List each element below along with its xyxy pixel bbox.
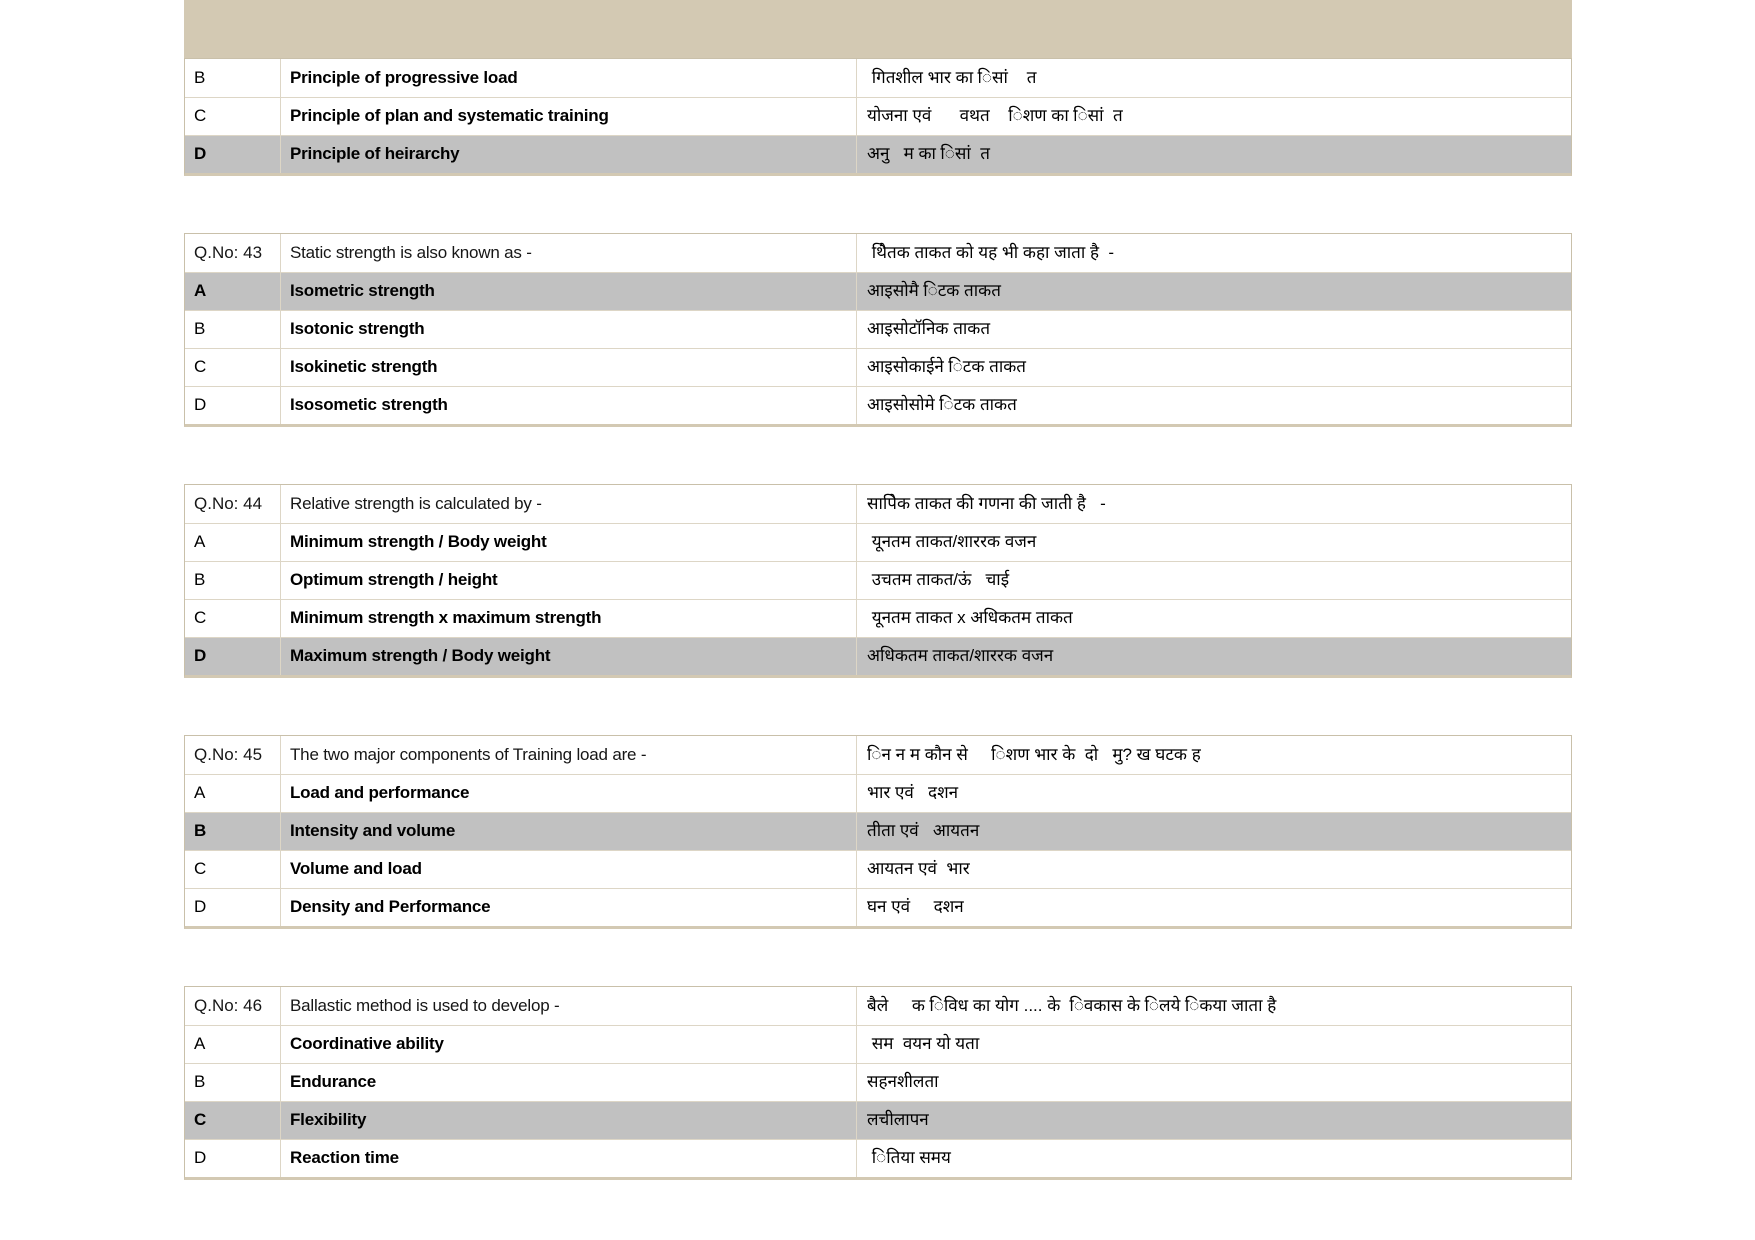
option-letter: A [185,775,281,812]
option-text-en: Load and performance [281,775,857,812]
question-table [184,484,1572,678]
option-row [185,310,1571,348]
option-text-hi: आइसोकाईने िटक ताकत [867,357,1026,377]
option-text-hi: घन एवं दशन [867,897,964,917]
question-text-en: Ballastic method is used to develop - [281,987,857,1025]
question-table [184,735,1572,929]
question-table [184,233,1572,427]
option-text-hi: अनु म का िसां त [867,144,990,164]
option-text-en: Flexibility [281,1102,857,1139]
option-row [185,386,1571,424]
option-letter: A [185,524,281,561]
option-text-hi: आइसोसोमे िटक ताकत [867,395,1017,415]
option-letter: D [185,1140,281,1177]
option-text-en: Principle of heirarchy [281,136,857,173]
question-text-en: The two major components of Training load are - [281,736,857,774]
option-letter: B [185,59,281,97]
option-row [185,348,1571,386]
top-banner [184,0,1572,58]
option-text-en: Isokinetic strength [281,349,857,386]
option-row-highlighted [185,135,1571,173]
options-table [184,58,1572,176]
option-text-en: Reaction time [281,1140,857,1177]
option-row-highlighted [185,1101,1571,1139]
option-letter: C [185,600,281,637]
option-text-hi: तीता एवं आयतन [867,821,980,841]
option-text-hi: गितशील भार का िसां त [867,67,1037,87]
option-letter: C [185,851,281,888]
option-text-hi: भार एवं दशन [867,783,959,803]
option-row [185,850,1571,888]
option-text-hi: आइसोमै िटक ताकत [867,281,1001,301]
option-text-en: Isometric strength [281,273,857,310]
option-letter: D [185,889,281,926]
option-text-hi: अधिकतम ताकत/शाररक वजन [867,646,1054,666]
question-number: Q.No: 43 [185,234,281,272]
option-row [185,774,1571,812]
option-text-en: Density and Performance [281,889,857,926]
option-text-hi: ितिया समय [867,1148,951,1168]
question-number: Q.No: 45 [185,736,281,774]
option-text-hi: लचीलापन [867,1110,929,1130]
question-header-row [185,736,1571,774]
option-text-hi: आयतन एवं भार [867,859,970,879]
option-text-en: Maximum strength / Body weight [281,638,857,675]
option-text-en: Minimum strength x maximum strength [281,600,857,637]
option-text-en: Principle of plan and systematic training [281,98,857,135]
option-text-en: Optimum strength / height [281,562,857,599]
option-text-hi: योजना एवं वथत िशण का िसां त [867,106,1123,126]
option-row [185,1063,1571,1101]
option-text-en: Isotonic strength [281,311,857,348]
question-header-row [185,234,1571,272]
option-letter: B [185,1064,281,1101]
option-letter: D [185,387,281,424]
option-row-highlighted [185,637,1571,675]
option-text-hi: आइसोटॉनिक ताकत [867,319,991,339]
option-letter: A [185,273,281,310]
question-number: Q.No: 44 [185,485,281,523]
option-letter: C [185,349,281,386]
option-text-en: Minimum strength / Body weight [281,524,857,561]
option-letter: C [185,1102,281,1139]
question-text-hi: सापेिक ताकत की गणना की जाती है - [867,493,1106,513]
question-text-en: Relative strength is calculated by - [281,485,857,523]
option-row [185,523,1571,561]
option-text-hi: यूनतम ताकत x अधिकतम ताकत [867,608,1073,628]
question-text-hi: बैले क िविध का योग .... के िवकास के िलये िकया जाता है [867,995,1277,1015]
option-text-hi: उचतम ताकत/ऊं चाई [867,570,1010,590]
option-row [185,1139,1571,1177]
option-letter: D [185,638,281,675]
option-row-highlighted [185,272,1571,310]
option-letter: D [185,136,281,173]
option-row-highlighted [185,812,1571,850]
question-table [184,986,1572,1180]
question-header-row [185,485,1571,523]
option-text-en: Volume and load [281,851,857,888]
question-number: Q.No: 46 [185,987,281,1025]
option-text-hi: सहनशीलता [867,1072,939,1092]
option-text-en: Intensity and volume [281,813,857,850]
option-letter: B [185,813,281,850]
question-text-en: Static strength is also known as - [281,234,857,272]
option-row [185,1025,1571,1063]
option-text-en: Endurance [281,1064,857,1101]
option-letter: B [185,562,281,599]
option-row [185,888,1571,926]
option-row [185,59,1571,97]
option-letter: A [185,1026,281,1063]
option-text-hi: सम वयन यो यता [867,1034,980,1054]
option-row [185,561,1571,599]
option-text-en: Isosometic strength [281,387,857,424]
document-page [184,0,1572,1180]
option-text-hi: यूनतम ताकत/शाररक वजन [867,532,1037,552]
question-text-hi: थैितक ताकत को यह भी कहा जाता है - [867,242,1115,262]
option-text-en: Coordinative ability [281,1026,857,1063]
option-row [185,97,1571,135]
option-letter: C [185,98,281,135]
question-header-row [185,987,1571,1025]
option-row [185,599,1571,637]
question-text-hi: िन न म कौन से िशण भार के दो मु? ख घटक ह [867,744,1201,764]
option-letter: B [185,311,281,348]
option-text-en: Principle of progressive load [281,59,857,97]
